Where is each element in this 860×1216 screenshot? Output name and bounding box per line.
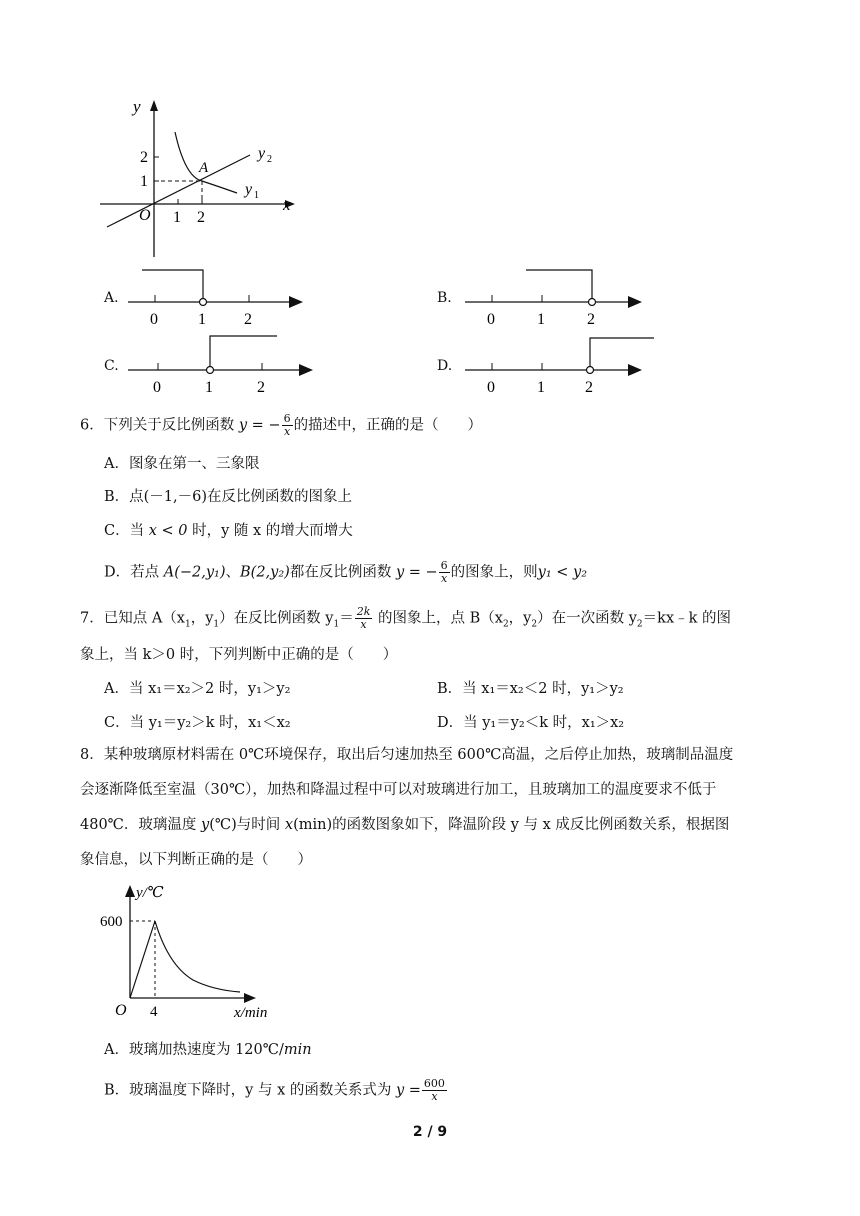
tick-1: 1	[198, 311, 206, 327]
q8-temperature-graph	[98, 880, 288, 1022]
q8-option-b[interactable]: B．玻璃温度下降时，y 与 x 的函数关系式为 y = $\frac{600}{x}$	[104, 1077, 445, 1103]
q8-stem-line4: 象信息，以下判断正确的是（ ）	[80, 852, 312, 868]
q6-option-d[interactable]: D．若点 A(−2,y₁)、B(2,y₂)都在反比例函数 y = − $\frac{6}{x}$ 的图象上，则y₁ < y₂	[104, 559, 588, 585]
axis-x-label: x	[283, 195, 291, 214]
q8-option-a[interactable]: A．玻璃加热速度为 120℃/min	[104, 1042, 312, 1058]
tick-2: 2	[244, 311, 252, 327]
tick-0: 0	[150, 311, 158, 327]
tick-1: 1	[205, 379, 213, 395]
y1-label: y	[245, 181, 253, 198]
tick-0: 0	[153, 379, 161, 395]
q8-stem-line2: 会逐渐降低至室温（30℃），加热和降温过程中可以对玻璃进行加工，且玻璃加工的温度要求不低于	[80, 782, 717, 798]
tick-x-1: 1	[173, 209, 181, 226]
q6-option-b[interactable]: B．点(－1,－6)在反比例函数的图象上	[104, 489, 353, 505]
q7-option-d[interactable]: D．当 y₁＝y₂＜k 时，x₁＞x₂	[437, 715, 625, 731]
q8-stem-line1: 8．某种玻璃原材料需在 0℃环境保存，取出后匀速加热至 600℃高温，之后停止加热，玻璃制品温度	[80, 747, 734, 763]
page-number: 2 / 9	[412, 1124, 448, 1140]
origin-label: O	[139, 207, 151, 224]
q7-stem-line1: 7．已知点 $A(x_1$，$y_1$）在反比例函数 $y_1=$ $\frac{2k}{x}$ 的图象上，点 $B(x_2$，$y_2$）在一次函数 $y_2=kx﹣k$ 的图	[80, 605, 732, 631]
tick-2: 2	[257, 379, 265, 395]
y2-sub: 2	[267, 154, 272, 165]
q6-option-a[interactable]: A．图象在第一、三象限	[104, 456, 260, 472]
option-c-number-line[interactable]	[125, 330, 320, 395]
q7-option-c[interactable]: C．当 y₁＝y₂＞k 时，x₁＜x₂	[104, 715, 291, 731]
tick-2: 2	[587, 311, 595, 327]
option-d-letter: D.	[437, 358, 453, 374]
tick-1: 1	[537, 311, 545, 327]
tick-1: 1	[537, 379, 545, 395]
q7-option-b[interactable]: B．当 x₁＝x₂＜2 时，y₁＞y₂	[437, 681, 624, 697]
q8-axis-y-label: y/℃	[136, 885, 164, 901]
q6-stem: 6．下列关于反比例函数 y = − $\frac{6}{x}$ 的描述中，正确的是（ ）	[80, 412, 483, 438]
y1-sub: 1	[254, 190, 259, 201]
tick-y-2: 2	[140, 149, 148, 166]
tick-y-1: 1	[140, 173, 148, 190]
q8-tick-4: 4	[150, 1004, 158, 1020]
q8-axis-x-label: x/min	[234, 1005, 268, 1021]
option-c-letter: C.	[104, 358, 119, 374]
option-b-number-line[interactable]	[462, 262, 652, 327]
tick-0: 0	[487, 379, 495, 395]
tick-0: 0	[487, 311, 495, 327]
q8-origin-label: O	[115, 1002, 127, 1019]
point-a-label: A	[199, 160, 209, 176]
q8-tick-600: 600	[100, 914, 123, 930]
q6-option-c[interactable]: C．当 x < 0 时，y 随 x 的增大而增大	[104, 523, 353, 539]
q7-option-a[interactable]: A．当 x₁＝x₂＞2 时，y₁＞y₂	[104, 681, 291, 697]
option-a-number-line[interactable]	[125, 262, 310, 327]
q7-stem-line2: 象上，当 k＞0 时，下列判断中正确的是（ ）	[80, 647, 398, 663]
q8-stem-line3: 480℃．玻璃温度 y(℃)与时间 x(min)的函数图象如下，降温阶段 y 与 x 成反比例函数关系，根据图	[80, 817, 730, 833]
tick-x-2: 2	[197, 209, 205, 226]
option-b-letter: B.	[437, 290, 452, 306]
q5-function-graph	[95, 92, 310, 262]
tick-2: 2	[585, 379, 593, 395]
y2-label: y	[258, 145, 266, 162]
option-d-number-line[interactable]	[462, 330, 657, 395]
option-a-letter: A.	[104, 290, 119, 306]
axis-y-label: y	[133, 97, 141, 116]
